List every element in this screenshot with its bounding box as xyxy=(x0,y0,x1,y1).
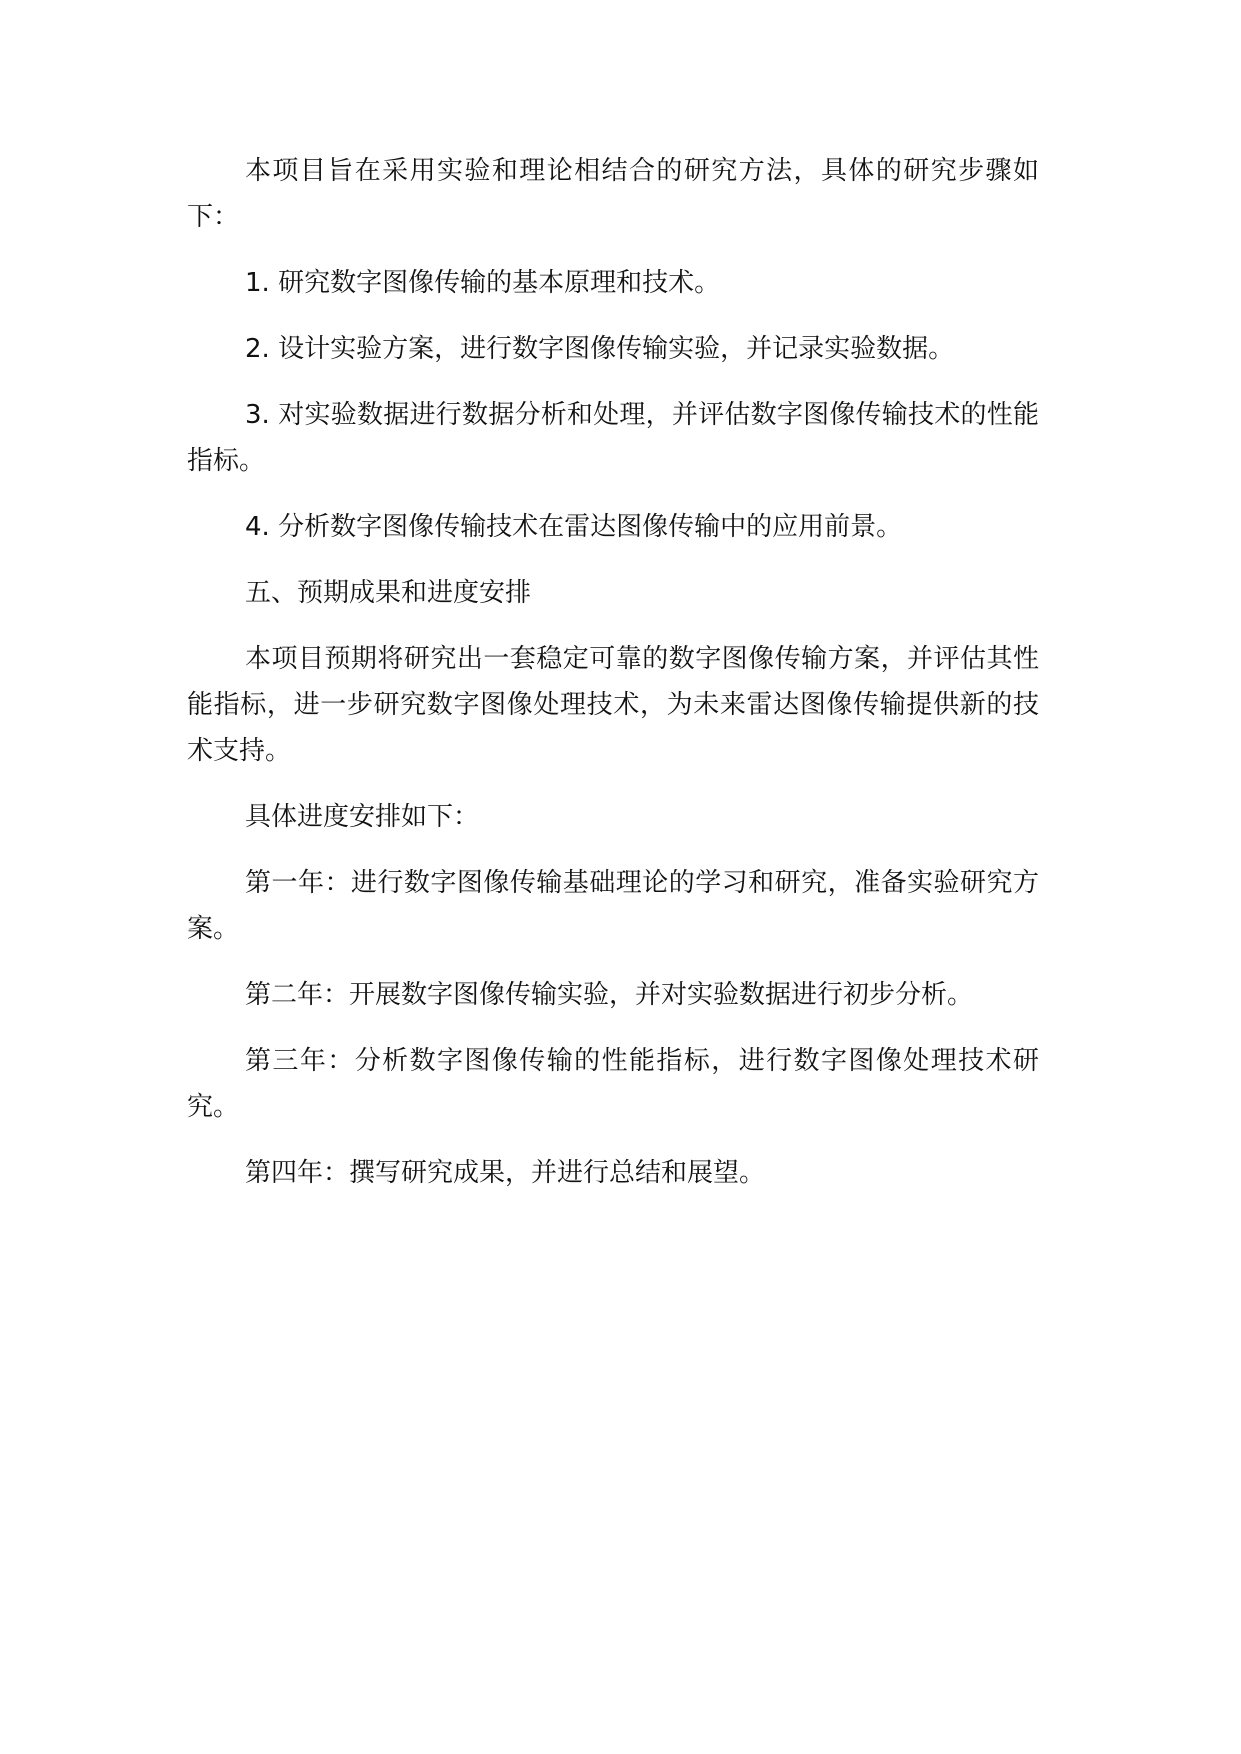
step-1-paragraph: 1. 研究数字图像传输的基本原理和技术。 xyxy=(245,268,721,298)
step-4-paragraph: 4. 分析数字图像传输技术在雷达图像传输中的应用前景。 xyxy=(245,512,903,542)
expected-results-paragraph: 本项目预期将研究出一套稳定可靠的数字图像传输方案，并评估其性能指标，进一步研究数字图像处理技术，为未来雷达图像传输提供新的技术支持。 xyxy=(187,644,1039,766)
year-2-paragraph: 第二年：开展数字图像传输实验，并对实验数据进行初步分析。 xyxy=(245,980,974,1010)
year-3-paragraph: 第三年：分析数字图像传输的性能指标，进行数字图像处理技术研究。 xyxy=(187,1046,1039,1122)
step-3-paragraph: 3. 对实验数据进行数据分析和处理，并评估数字图像传输技术的性能指标。 xyxy=(187,400,1039,476)
document-body xyxy=(187,148,1039,1216)
section-heading: 五、预期成果和进度安排 xyxy=(245,578,532,608)
schedule-intro-paragraph: 具体进度安排如下： xyxy=(245,802,480,832)
year-1-paragraph: 第一年：进行数字图像传输基础理论的学习和研究，准备实验研究方案。 xyxy=(187,868,1039,944)
step-2-paragraph: 2. 设计实验方案，进行数字图像传输实验，并记录实验数据。 xyxy=(245,334,955,364)
year-4-paragraph: 第四年：撰写研究成果，并进行总结和展望。 xyxy=(245,1158,766,1188)
intro-paragraph: 本项目旨在采用实验和理论相结合的研究方法，具体的研究步骤如下： xyxy=(187,156,1039,232)
